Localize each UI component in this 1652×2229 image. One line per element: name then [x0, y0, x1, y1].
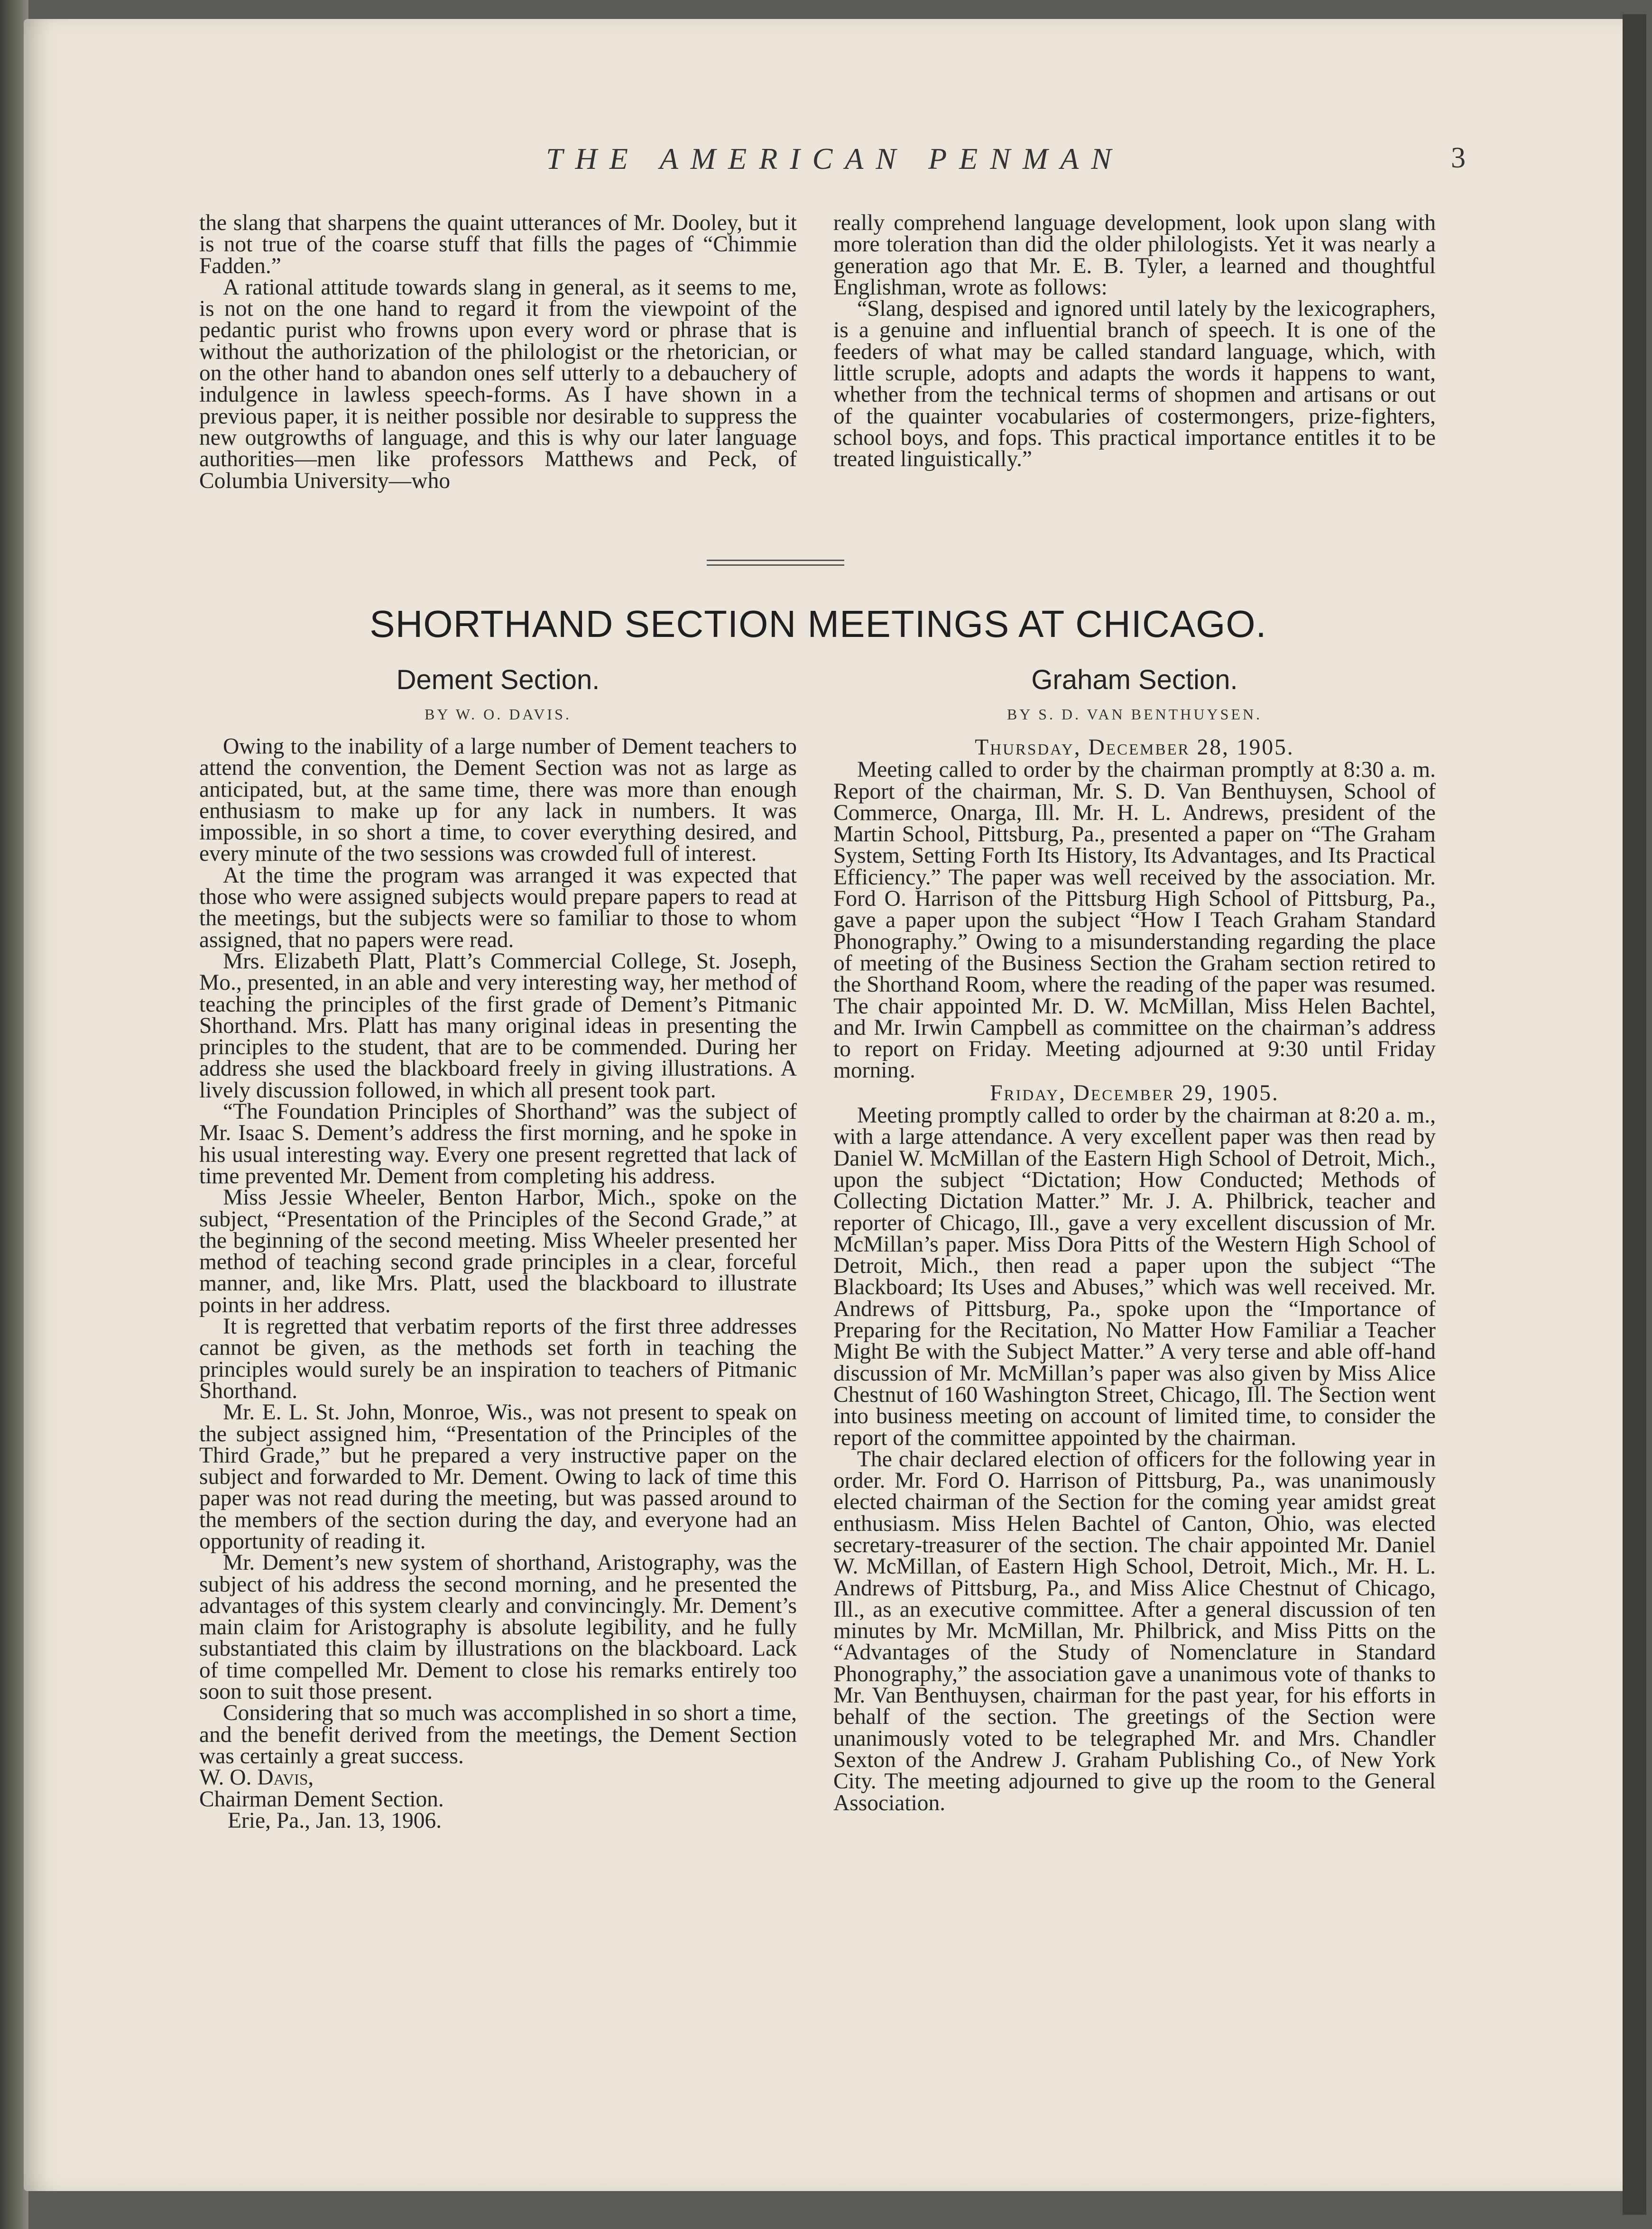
graham-section-title: Graham Section. — [1031, 664, 1238, 695]
signature-name: W. O. Davis, — [199, 1765, 314, 1790]
running-title: THE AMERICAN PENMAN — [545, 142, 1124, 175]
paragraph: At the time the program was arranged it was expected that those who were assigned subjects would prepare papers to read at the meetings, but the subjects were so familiar to those to whom assigned, that no papers were read. — [199, 863, 797, 952]
dement-section-body — [199, 736, 797, 1832]
page-number: 3 — [1451, 142, 1466, 174]
graham-byline: BY S. D. VAN BENTHUYSEN. — [1006, 706, 1263, 723]
article-heading: SHORTHAND SECTION MEETINGS AT CHICAGO. — [369, 603, 1267, 645]
meeting-date-heading: Friday, December 29, 1905. — [990, 1080, 1279, 1105]
running-header — [204, 141, 1466, 193]
paragraph: Meeting promptly called to order by the chairman at 8:20 a. m., with a large attendance. A very excellent paper was then read by Daniel W. McMillan of the Eastern High School of Detroit, Mich., upon the subject “Dictation; How Conducted; Methods of Collecting Dictation Matter.” Mr. J. A. Philbrick, teacher and reporter of Chicago, Ill., gave a very excellent discussion of Mr. McMillan’s paper. Miss Dora Pitts of the Western High School of Detroit, Mich., then read a paper upon the subject “The Blackboard; Its Uses and Abuses,” which was well received. Mr. Andrews of Pittsburg, Pa., spoke upon the “Importance of Preparing for the Recitation, No Matter How Familiar a Teacher Might Be with the Subject Matter.” A very terse and able off-hand discussion of Mr. McMillan’s paper was also given by Miss Alice Chestnut of 160 Washington Street, Chicago, Ill. The Section went into business meeting on account of limited time, to consider the report of the committee appointed by the chairman. — [833, 1103, 1436, 1450]
paragraph: the slang that sharpens the quaint utterances of Mr. Dooley, but it is not true of the coarse stuff that fills the pages of “Chimmie Fadden.” — [199, 211, 797, 278]
paragraph: Miss Jessie Wheeler, Benton Harbor, Mich., spoke on the subject, “Presentation of the Principles of the Second Grade,” at the beginning of the second meeting. Miss Wheeler presented her method of teaching second grade principles in a clear, forceful manner, and, like Mrs. Platt, used the blackboard to illustrate points in her address. — [199, 1185, 797, 1317]
paragraph: Mr. E. L. St. John, Monroe, Wis., was not present to speak on the subject assigned him, “Presentation of the Principles of the Third Grade,” but he prepared a very instructive paper on the subject and forwarded to Mr. Dement. Owing to lack of time this paper was not read during the meeting, but was passed around to the members of the section during the day, and everyone had an opportunity of reading it. — [199, 1400, 797, 1554]
section-divider — [707, 560, 844, 569]
paragraph: Considering that so much was accomplished in so short a time, and the benefit derived from the meetings, the Dement Section was certainly a great success. — [199, 1701, 797, 1768]
dement-section-title: Dement Section. — [396, 664, 600, 695]
paragraph: It is regretted that verbatim reports of the first three addresses cannot be given, as the methods set forth in teaching the principles would surely be an inspiration to teachers of Pitmanic Shorthand. — [199, 1314, 797, 1403]
paragraph: Owing to the inability of a large number of Dement teachers to attend the convention, the Dement Section was not as large as anticipated, but, at the same time, there was more than enough enthusiasm to make up for any lack in numbers. It was impossible, in so short a time, to cover everything desired, and every minute of the two sessions was crowded full of interest. — [199, 734, 797, 866]
paragraph: Meeting called to order by the chairman promptly at 8:30 a. m. Report of the chairman, Mr. S. D. Van Benthuysen, School of Commerce, Onarga, Ill. Mr. H. L. Andrews, president of the Martin School, Pittsburg, Pa., presented a paper on “The Graham System, Setting Forth Its History, Its Advantages, and Its Practical Efficiency.” The paper was well received by the association. Mr. Ford O. Harrison of the Pittsburg High School of Pittsburg, Pa., gave a paper upon the subject “How I Teach Graham Standard Phonography.” Owing to a misunderstanding regarding the place of meeting of the Business Section the Graham section retired to the Shorthand Room, where the reading of the paper was resumed. The chair appointed Mr. D. W. McMillan, Miss Helen Bachtel, and Mr. Irwin Campbell as committee on the chairman’s address to report on Friday. Meeting adjourned at 9:30 until Friday morning. — [833, 757, 1436, 1083]
paragraph: Mr. Dement’s new system of shorthand, Aristography, was the subject of his address the second morning, and he presented the advantages of this system clearly and convincingly. Mr. Dement’s main claim for Aristography is absolute legibility, and he fully substantiated this claim by illustrations on the blackboard. Lack of time compelled Mr. Dement to close his remarks entirely too soon to suit those present. — [199, 1550, 797, 1704]
graham-section-body — [833, 736, 1436, 1814]
meeting-date-heading: Thursday, December 28, 1905. — [975, 735, 1294, 760]
scan-edge-bar — [1623, 14, 1646, 2215]
paragraph: A rational attitude towards slang in general, as it seems to me, is not on the one hand to regard it from the viewpoint of the pedantic purist who frowns upon every word or phrase that is without the authorization of the philologist or the rhetorician, or on the other hand to abandon ones self utterly to a debauchery of indulgence in lawless speech-forms. As I have shown in a previous paper, it is neither possible nor desirable to suppress the new outgrowths of language, and this is why our later language authorities—men like professors Matthews and Peck, of Columbia University—who — [199, 275, 797, 493]
signature-title: Chairman Dement Section. — [199, 1787, 444, 1812]
dateline: Erie, Pa., Jan. 13, 1906. — [228, 1808, 442, 1833]
quotation-paragraph: “Slang, despised and ignored until lately by the lexicographers, is a genuine and influential branch of speech. It is one of the feeders of what may be called standard language, which, with little scruple, adopts and adapts the words it happens to want, whether from the technical terms of shopmen and artisans or out of the quainter vocabularies of costermongers, prize-fighters, school boys, and fops. This practical importance entitles it to be treated linguistically.” — [833, 296, 1436, 472]
paragraph: The chair declared election of officers for the following year in order. Mr. Ford O. Harrison of Pittsburg, Pa., was unanimously elected chairman of the Section for the coming year amidst great enthusiasm. Miss Helen Bachtel of Canton, Ohio, was elected secretary-treasurer of the section. The chair appointed Mr. Daniel W. McMillan, of Eastern High School, Detroit, Mich., Mr. H. L. Andrews of Pittsburg, Pa., and Miss Alice Chestnut of Chicago, Ill., as an executive committee. After a general discussion of ten minutes by Mr. McMillan, Mr. Philbrick, and Miss Pitts on the “Advantages of the Study of Nomenclature in Standard Phonography,” the association gave a unanimous vote of thanks to Mr. Van Benthuysen, chairman for the past year, for his efforts in behalf of the section. The greetings of the Section were unanimously voted to be telegraphed Mr. and Mrs. Chandler Sexton of the Andrew J. Graham Publishing Co., of New York City. The meeting adjourned to give up the room to the General Association. — [833, 1446, 1436, 1815]
dement-byline: BY W. O. DAVIS. — [425, 706, 572, 723]
paragraph: Mrs. Elizabeth Platt, Platt’s Commercial College, St. Joseph, Mo., presented, in an able and very interesting way, her method of teaching the principles of the first grade of Dement’s Pitmanic Shorthand. Mrs. Platt has many original ideas in presenting the principles to the student, that are to be commended. During her address she used the blackboard freely in giving illustrations. A lively discussion followed, in which all present took part. — [199, 949, 797, 1103]
paragraph: really comprehend language development, look upon slang with more toleration than did the older philologists. Yet it was nearly a generation ago that Mr. E. B. Tyler, a learned and thoughtful Englishman, wrote as follows: — [833, 211, 1436, 300]
top-right-column — [833, 212, 1436, 470]
top-left-column — [199, 212, 797, 492]
paragraph: “The Foundation Principles of Shorthand” was the subject of Mr. Isaac S. Dement’s address the first morning, and he spoke in his usual interesting way. Every one present regretted that lack of time prevented Mr. Dement from completing his address. — [199, 1099, 797, 1188]
